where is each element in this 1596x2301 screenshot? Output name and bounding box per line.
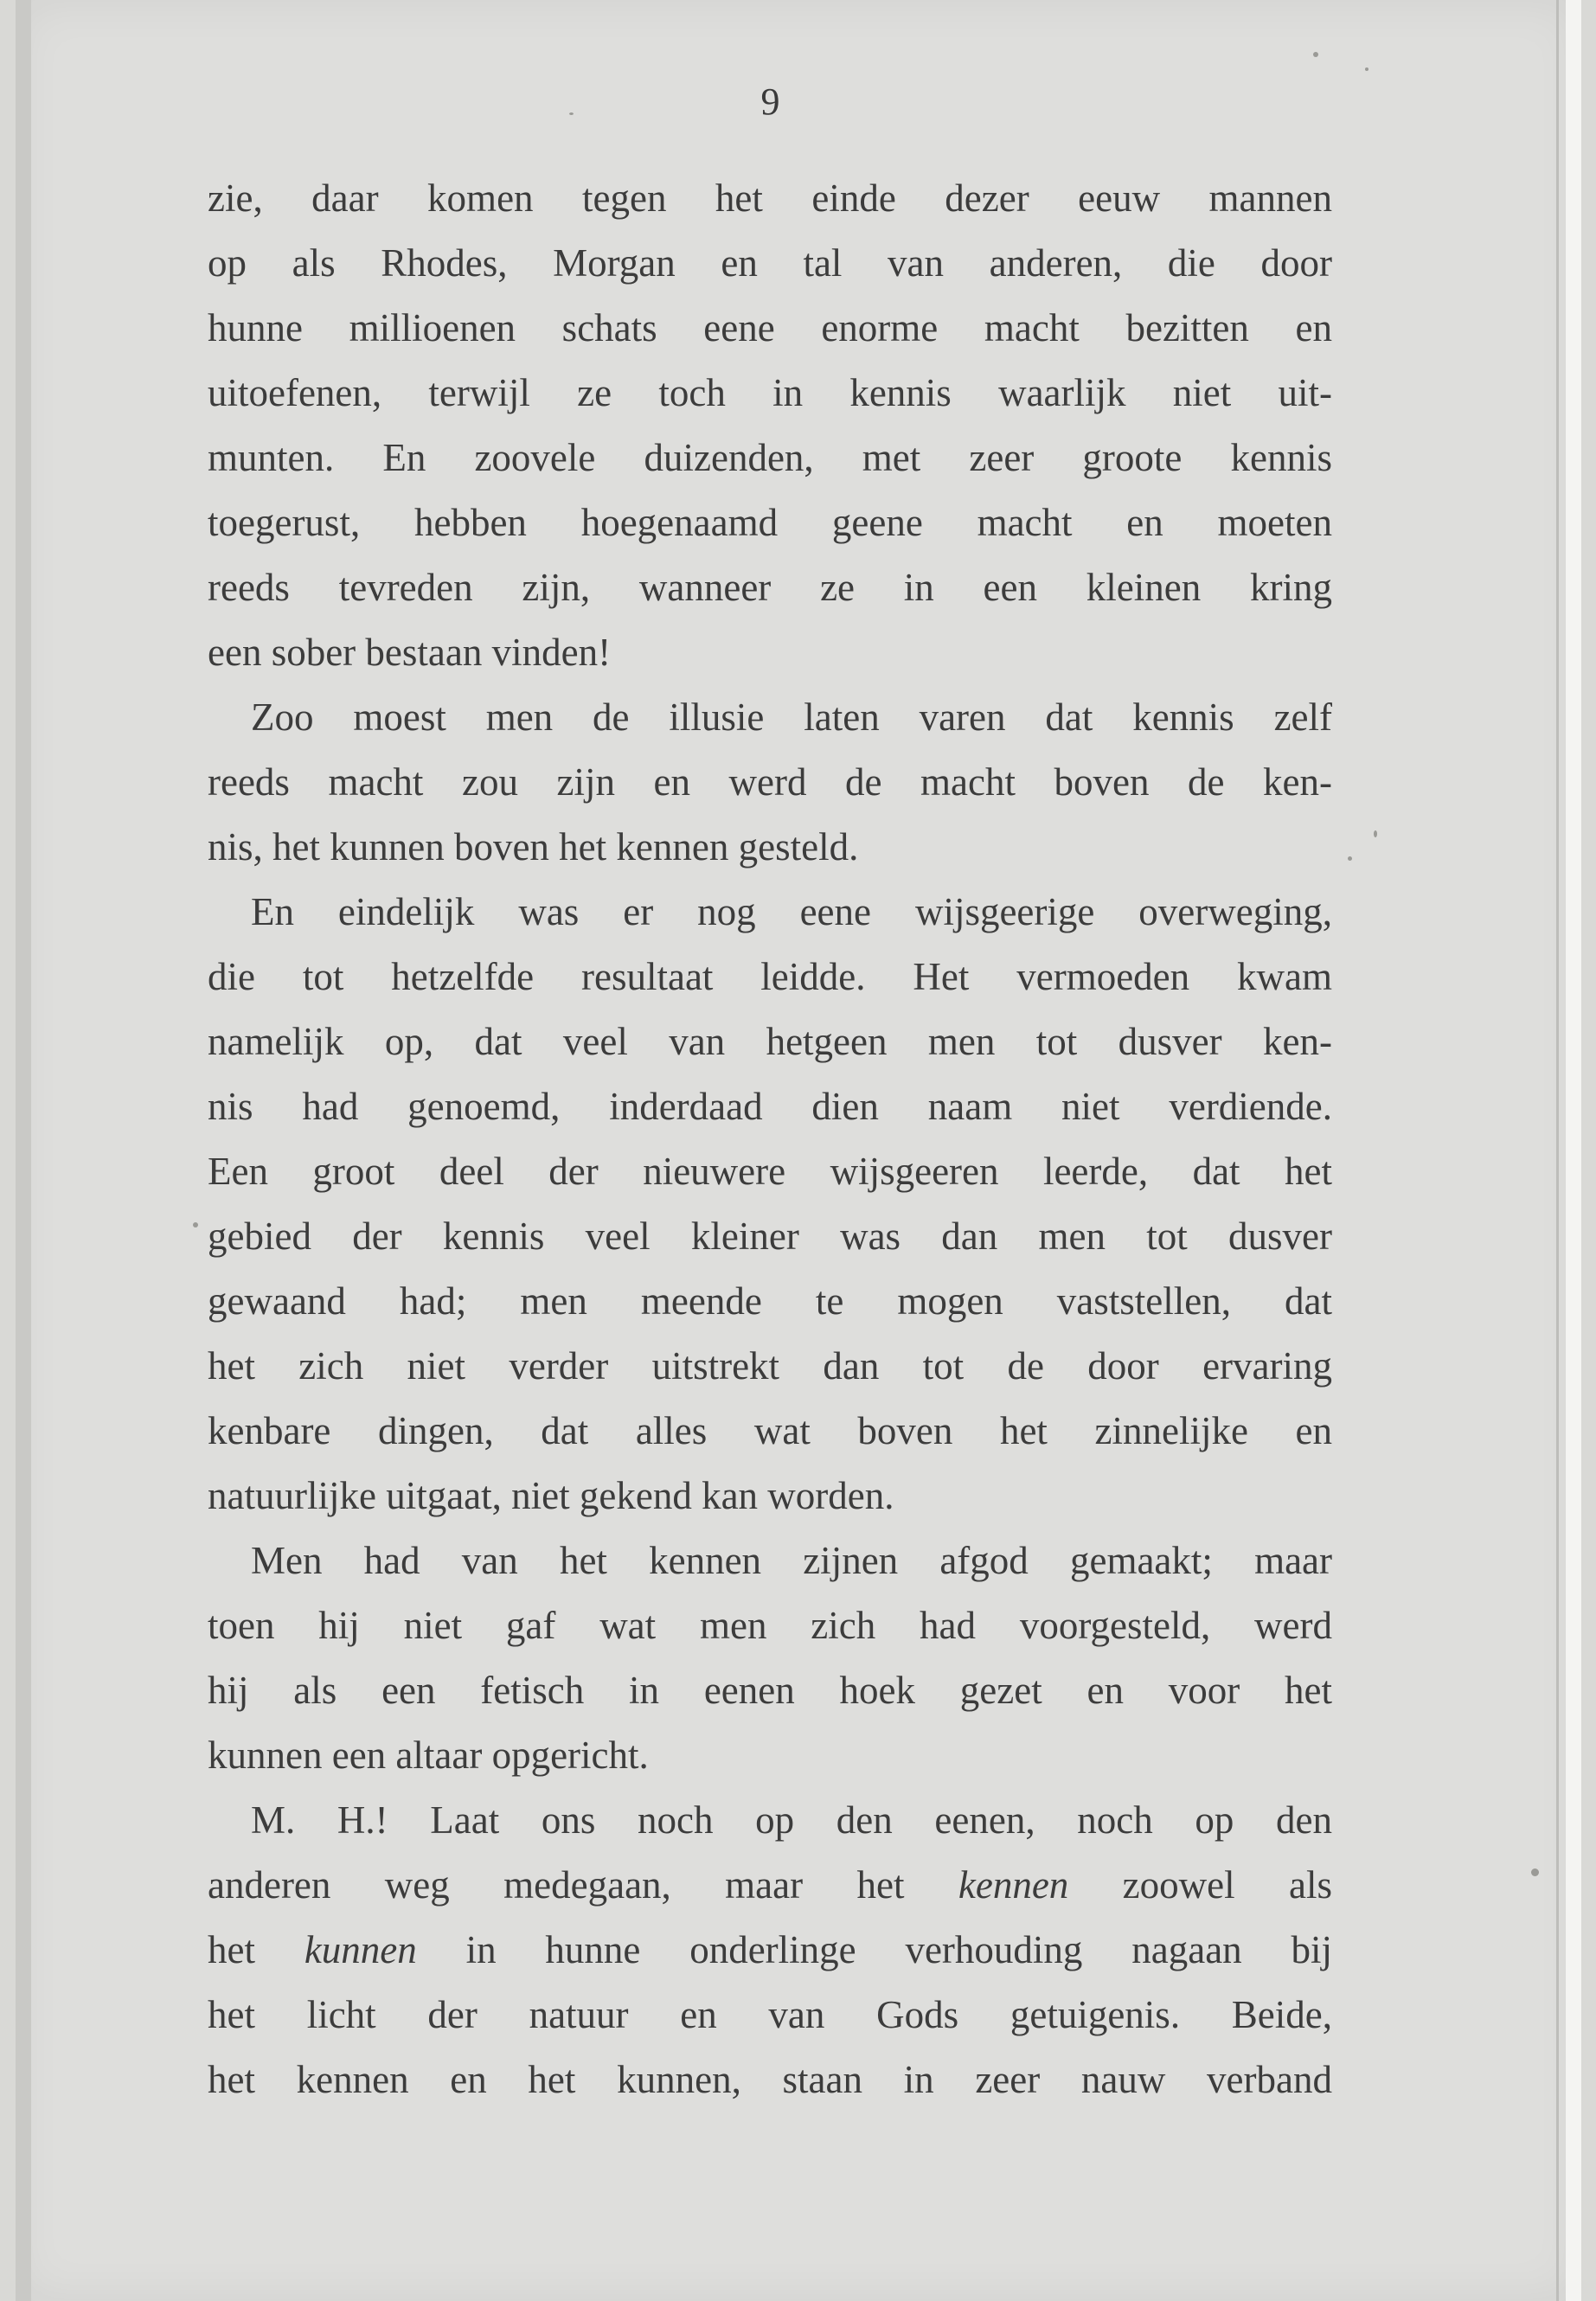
page-right-edge <box>1566 0 1581 2301</box>
text-line: het zich niet verder uitstrekt dan tot de door ervaring <box>208 1344 1332 1388</box>
text-line: die tot hetzelfde resultaat leidde. Het vermoeden kwam <box>208 955 1332 998</box>
text-line: gewaand had; men meende te mogen vaststellen, dat <box>208 1279 1332 1323</box>
paper-speck <box>1531 1868 1539 1876</box>
text-run: zoowel als <box>1068 1863 1333 1907</box>
text-line: het kennen en het kunnen, staan in zeer nauw verband <box>208 2058 1332 2101</box>
text-line: M. H.! Laat ons noch op den eenen, noch op den <box>251 1798 1332 1842</box>
text-run: het <box>208 1928 304 1971</box>
text-line: het licht der natuur en van Gods getuigenis. Beide, <box>208 1993 1332 2036</box>
text-line: namelijk op, dat veel van hetgeen men tot dusver ken- <box>208 1020 1332 1063</box>
text-line: toen hij niet gaf wat men zich had voorgesteld, werd <box>208 1604 1332 1647</box>
text-line: op als Rhodes, Morgan en tal van anderen, die door <box>208 241 1332 285</box>
page-left-edge <box>16 0 31 2301</box>
text-line: een sober bestaan vinden! <box>208 631 612 674</box>
emphasized-word: kennen <box>958 1863 1069 1907</box>
text-line: hunne millioenen schats eene enorme macht bezitten en <box>208 306 1332 349</box>
text-line: natuurlijke uitgaat, niet gekend kan worden. <box>208 1474 894 1517</box>
paper-speck <box>569 112 574 115</box>
text-line: reeds macht zou zijn en werd de macht boven de ken- <box>208 760 1332 804</box>
text-line: munten. En zoovele duizenden, met zeer groote kennis <box>208 436 1332 479</box>
page-number: 9 <box>760 80 780 123</box>
text-line: gebied der kennis veel kleiner was dan men tot dusver <box>208 1215 1332 1258</box>
paper-speck <box>193 1222 198 1227</box>
paper-speck <box>1348 856 1352 861</box>
text-line: nis, het kunnen boven het kennen gesteld. <box>208 825 859 868</box>
text-line: Men had van het kennen zijnen afgod gemaakt; maar <box>251 1539 1332 1582</box>
text-line <box>208 1918 1332 1983</box>
book-page <box>16 0 1581 2301</box>
text-line: Zoo moest men de illusie laten varen dat kennis zelf <box>251 695 1332 739</box>
page-fold-line <box>1556 0 1559 2301</box>
text-line <box>208 1853 1332 1918</box>
text-line: zie, daar komen tegen het einde dezer eeuw mannen <box>208 176 1332 220</box>
paper-speck <box>1313 52 1318 57</box>
emphasized-word: kunnen <box>304 1928 417 1971</box>
text-line: hij als een fetisch in eenen hoek gezet en voor het <box>208 1669 1332 1712</box>
paper-speck <box>1374 830 1377 837</box>
text-line: Een groot deel der nieuwere wijsgeeren leerde, dat het <box>208 1150 1332 1193</box>
text-line: En eindelijk was er nog eene wijsgeerige overweging, <box>251 890 1332 933</box>
text-run: in hunne onderlinge verhouding nagaan bij <box>416 1928 1332 1971</box>
text-run: anderen weg medegaan, maar het <box>208 1863 958 1907</box>
text-line: uitoefenen, terwijl ze toch in kennis waarlijk niet uit- <box>208 371 1332 414</box>
body-text <box>208 166 1332 2112</box>
text-line: toegerust, hebben hoegenaamd geene macht en moeten <box>208 501 1332 544</box>
text-line: reeds tevreden zijn, wanneer ze in een kleinen kring <box>208 566 1332 609</box>
text-line: nis had genoemd, inderdaad dien naam niet verdiende. <box>208 1085 1332 1128</box>
text-line: kenbare dingen, dat alles wat boven het zinnelijke en <box>208 1409 1332 1452</box>
text-line: kunnen een altaar opgericht. <box>208 1734 649 1777</box>
paper-speck <box>1365 67 1368 71</box>
